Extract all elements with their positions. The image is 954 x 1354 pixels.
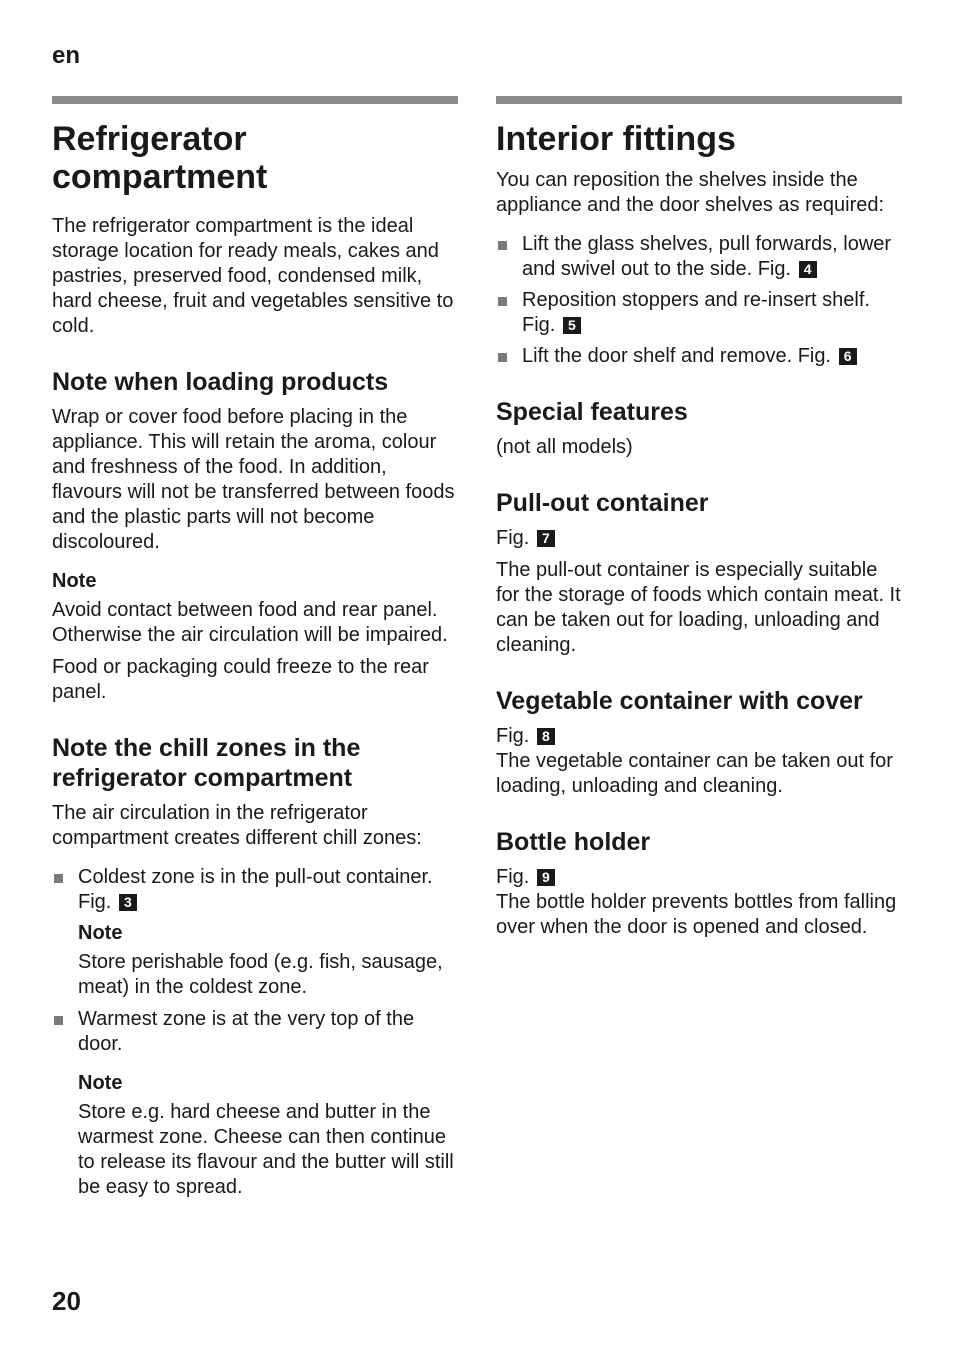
figure-number-badge: 9 bbox=[537, 869, 555, 886]
page-number: 20 bbox=[52, 1286, 81, 1316]
heading-loading: Note when loading products bbox=[52, 368, 389, 396]
note-label: Note bbox=[78, 1072, 123, 1094]
pullout-fig-ref bbox=[496, 526, 902, 551]
language-code: en bbox=[52, 42, 81, 69]
chill-list-2 bbox=[52, 1007, 458, 1057]
bullet-square-icon bbox=[498, 297, 507, 306]
right-column bbox=[496, 96, 902, 940]
loading-note-text-1: Avoid contact between food and rear panel. Otherwise the air circulation will be impaired. bbox=[52, 599, 448, 646]
chill-note-2 bbox=[52, 1071, 458, 1200]
refrigerator-intro: The refrigerator compartment is the ideal storage location for ready meals, cakes and pastries, preserved food, condensed milk, hard cheese, fruit and vegetables sensitive to cold. bbox=[52, 215, 454, 337]
figure-number-badge: 5 bbox=[563, 317, 581, 334]
list-item bbox=[52, 865, 458, 915]
list-item-text: Reposition stoppers and re-insert shelf. Fig. bbox=[522, 289, 870, 336]
section-title-interior: Interior fittings bbox=[496, 120, 736, 158]
chill-note-1 bbox=[52, 921, 458, 1000]
figure-number-badge: 8 bbox=[537, 728, 555, 745]
note-label: Note bbox=[52, 570, 97, 592]
section-rule bbox=[52, 96, 458, 104]
interior-intro: You can reposition the shelves inside the appliance and the door shelves as required: bbox=[496, 169, 885, 216]
list-item-text: Lift the door shelf and remove. Fig. bbox=[522, 345, 832, 367]
heading-special-features: Special features bbox=[496, 398, 688, 426]
heading-pullout-container: Pull-out container bbox=[496, 489, 709, 517]
chill-intro: The air circulation in the refrigerator compartment creates different chill zones: bbox=[52, 802, 422, 849]
special-features-sub: (not all models) bbox=[496, 436, 633, 458]
list-item bbox=[496, 288, 902, 338]
figure-number-badge: 4 bbox=[799, 261, 817, 278]
list-item-text: Coldest zone is in the pull-out container. Fig. bbox=[78, 866, 433, 913]
list-item-text: Lift the glass shelves, pull forwards, lower and swivel out to the side. Fig. bbox=[522, 233, 892, 280]
list-item bbox=[496, 344, 902, 369]
bullet-square-icon bbox=[498, 241, 507, 250]
bottle-fig-ref bbox=[496, 865, 902, 890]
heading-chill-zones: Note the chill zones in the refrigerator compartment bbox=[52, 734, 361, 792]
figure-number-badge: 7 bbox=[537, 530, 555, 547]
note-text: Store perishable food (e.g. fish, sausage, meat) in the coldest zone. bbox=[78, 951, 443, 998]
bullet-square-icon bbox=[54, 874, 63, 883]
heading-bottle-holder: Bottle holder bbox=[496, 828, 651, 856]
heading-vegetable-container: Vegetable container with cover bbox=[496, 687, 863, 715]
loading-note-text-2: Food or packaging could freeze to the rear panel. bbox=[52, 656, 429, 703]
pullout-text: The pull-out container is especially suitable for the storage of foods which contain meat. It can be taken out for loading, unloading and cleaning. bbox=[496, 559, 901, 656]
bottle-text: The bottle holder prevents bottles from falling over when the door is opened and closed. bbox=[496, 891, 897, 938]
vegetable-fig-ref bbox=[496, 724, 902, 749]
note-label: Note bbox=[78, 922, 123, 944]
bullet-square-icon bbox=[54, 1016, 63, 1025]
fig-label: Fig. bbox=[496, 527, 530, 549]
left-column bbox=[52, 96, 458, 1200]
section-rule bbox=[496, 96, 902, 104]
chill-list bbox=[52, 865, 458, 915]
section-title-refrigerator: Refrigerator compartment bbox=[52, 120, 268, 196]
figure-number-badge: 6 bbox=[839, 348, 857, 365]
note-text: Store e.g. hard cheese and butter in the warmest zone. Cheese can then continue to release its flavour and the butter will still be easy to spread. bbox=[78, 1101, 454, 1198]
vegetable-text: The vegetable container can be taken out for loading, unloading and cleaning. bbox=[496, 750, 893, 797]
interior-list bbox=[496, 232, 902, 369]
loading-text: Wrap or cover food before placing in the appliance. This will retain the aroma, colour and freshness of the food. In addition, flavours will not be transferred between foods and the plastic parts will not become discoloured. bbox=[52, 406, 455, 553]
bullet-square-icon bbox=[498, 353, 507, 362]
figure-number-badge: 3 bbox=[119, 894, 137, 911]
list-item bbox=[496, 232, 902, 282]
list-item-text: Warmest zone is at the very top of the door. bbox=[78, 1008, 415, 1055]
fig-label: Fig. bbox=[496, 725, 530, 747]
fig-label: Fig. bbox=[496, 866, 530, 888]
list-item bbox=[52, 1007, 458, 1057]
